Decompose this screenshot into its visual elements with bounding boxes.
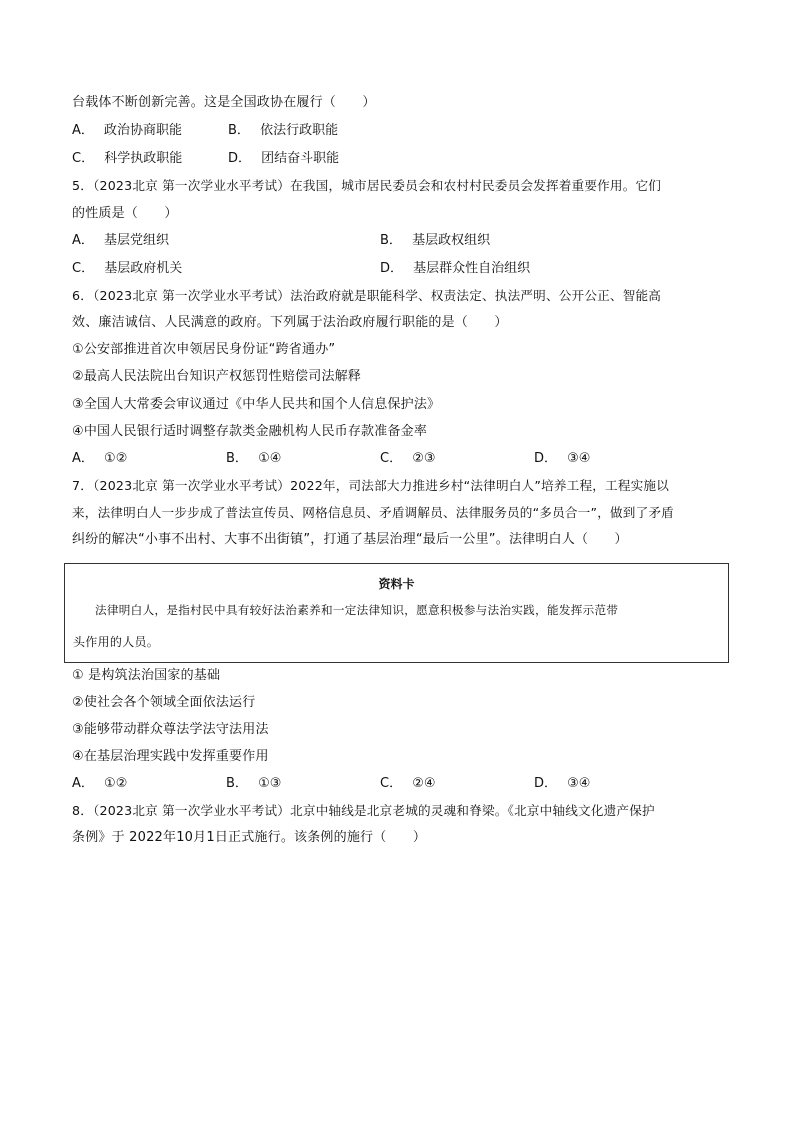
material-card-title: 资料卡 [378, 577, 415, 591]
material-card-text-line1: 法律明白人，是指村民中具有较好法治素养和一定法律知识，愿意积极参与法治实践，能发挥示范带 [95, 603, 619, 617]
q6-item-3: ③全国人大常委会审议通过《中华人民共和国个人信息保护法》 [72, 397, 441, 412]
q7-option-b[interactable] [226, 775, 281, 793]
option-letter: B． [226, 776, 248, 791]
option-text: 基层党组织 [104, 233, 170, 248]
q5-option-c[interactable] [72, 260, 182, 278]
option-letter: C． [72, 261, 95, 276]
material-card-text-line2: 头作用的人员。 [73, 635, 160, 649]
q5-option-b[interactable] [380, 232, 490, 250]
option-text: ①④ [258, 451, 282, 466]
option-text: ①② [104, 451, 128, 466]
q7-option-a[interactable] [72, 775, 127, 793]
option-letter: D． [380, 261, 404, 276]
q4-option-d[interactable] [228, 150, 339, 168]
q5-stem-line1: 5．（2023北京 第一次学业水平考试）在我国，城市居民委员会和农村村民委员会发挥着重要作用。它们 [72, 178, 662, 193]
q6-item-4: ④中国人民银行适时调整存款类金融机构人民币存款准备金率 [72, 424, 428, 439]
option-text: ①③ [258, 776, 282, 791]
q7-option-d[interactable] [534, 775, 590, 793]
option-text: 依法行政职能 [260, 123, 339, 138]
q4-option-b[interactable] [228, 122, 338, 140]
option-text: ①② [104, 776, 128, 791]
q5-stem-line2: 的性质是（ ） [72, 206, 178, 221]
q6-option-c[interactable] [380, 450, 436, 468]
q7-item-4: ④在基层治理实践中发挥重要作用 [72, 749, 269, 764]
option-letter: D． [534, 451, 558, 466]
option-text: ③④ [567, 776, 591, 791]
option-letter: B． [228, 123, 250, 138]
q7-item-2: ②使社会各个领域全面依法运行 [72, 695, 256, 710]
option-text: ②③ [412, 451, 436, 466]
q6-option-a[interactable] [72, 450, 127, 468]
option-text: ③④ [567, 451, 591, 466]
q6-item-1: ①公安部推进首次申领居民身份证“跨省通办” [72, 342, 336, 357]
option-letter: C． [72, 151, 95, 166]
q7-option-c[interactable] [380, 775, 436, 793]
q7-stem-line2: 来，法律明白人一步步成了普法宣传员、网格信息员、矛盾调解员、法律服务员的“多员合一”，做到了矛盾 [72, 505, 674, 520]
option-text: 政治协商职能 [104, 123, 183, 138]
option-letter: C． [380, 451, 403, 466]
option-letter: A． [72, 776, 94, 791]
option-letter: A． [72, 451, 94, 466]
q8-stem-line2: 条例》于 2022年10月1日正式施行。该条例的施行（ ） [72, 830, 427, 845]
q4-stem-tail: 台载体不断创新完善。这是全国政协在履行（ ） [72, 95, 376, 110]
option-letter: A． [72, 123, 94, 138]
option-text: 基层政权组织 [412, 233, 491, 248]
option-letter: B． [380, 233, 402, 248]
option-text: ②④ [412, 776, 436, 791]
q4-option-a[interactable] [72, 122, 182, 140]
q6-stem-line2: 效、廉洁诚信、人民满意的政府。下列属于法治政府履行职能的是（ ） [72, 315, 508, 330]
q7-item-3: ③能够带动群众尊法学法守法用法 [72, 722, 269, 737]
option-letter: C． [380, 776, 403, 791]
q6-option-b[interactable] [226, 450, 281, 468]
material-card [64, 563, 729, 663]
option-letter: B． [226, 451, 248, 466]
option-letter: D． [534, 776, 558, 791]
q7-stem-line1: 7．（2023北京 第一次学业水平考试）2022年，司法部大力推进乡村“法律明白人”培养工程，工程实施以 [72, 478, 670, 493]
q6-option-d[interactable] [534, 450, 590, 468]
q6-item-2: ②最高人民法院出台知识产权惩罚性赔偿司法解释 [72, 369, 362, 384]
q8-stem-line1: 8．（2023北京 第一次学业水平考试）北京中轴线是北京老城的灵魂和脊梁。《北京中轴线文化遗产保护 [72, 803, 655, 818]
option-text: 基层群众性自治组织 [413, 261, 531, 276]
q4-option-c[interactable] [72, 150, 182, 168]
q7-item-1: ① 是构筑法治国家的基础 [72, 668, 221, 683]
option-text: 科学执政职能 [104, 151, 183, 166]
q5-option-a[interactable] [72, 232, 169, 250]
q5-option-d[interactable] [380, 260, 530, 278]
option-letter: D． [228, 151, 252, 166]
q6-stem-line1: 6．（2023北京 第一次学业水平考试）法治政府就是职能科学、权责法定、执法严明、公开公正、智能高 [72, 288, 662, 303]
option-text: 团结奋斗职能 [261, 151, 340, 166]
option-letter: A． [72, 233, 94, 248]
q7-stem-line3: 纠纷的解决“小事不出村、大事不出街镇”，打通了基层治理“最后一公里”。法律明白人（ ） [72, 532, 628, 547]
option-text: 基层政府机关 [104, 261, 183, 276]
